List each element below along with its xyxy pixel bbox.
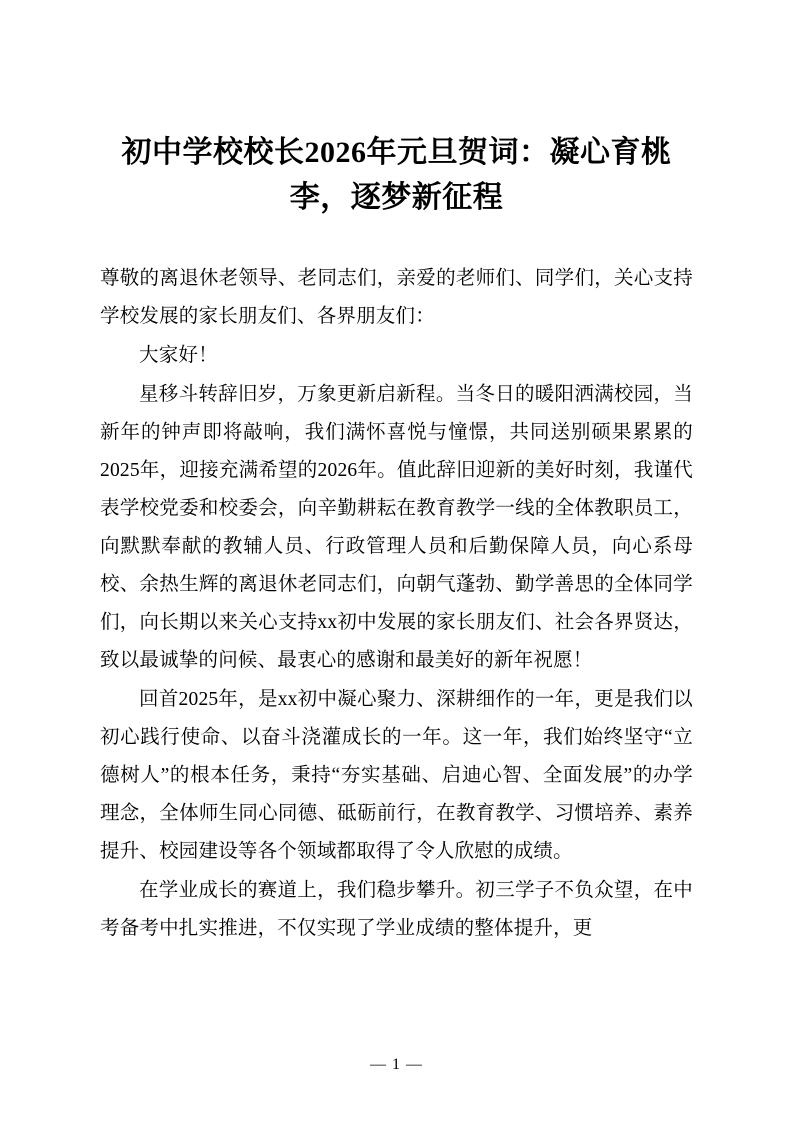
paragraph-salutation: 尊敬的离退休老领导、老同志们，亲爱的老师们、同学们，关心支持学校发展的家长朋友们、各界朋友们： bbox=[100, 268, 693, 328]
paragraph-academic-growth: 在学业成长的赛道上，我们稳步攀升。初三学子不负众望，在中考备考中扎实推进，不仅实现了学业成绩的整体提升，更 bbox=[100, 880, 693, 940]
document-body bbox=[100, 260, 693, 948]
paragraph-year-review: 回首2025年，是xx初中凝心聚力、深耕细作的一年，更是我们以初心践行使命、以奋斗浇灌成长的一年。这一年，我们始终坚守“立德树人”的根本任务，秉持“夯实基础、启迪心智、全面发展”的办学理念，全体师生同心同德、砥砺前行，在教育教学、习惯培养、素养提升、校园建设等各个领域都取得了令人欣慰的成绩。 bbox=[100, 689, 693, 863]
page-title: 初中学校校长2026年元旦贺词：凝心育桃李，逐梦新征程 bbox=[121, 136, 672, 214]
page-number: — 1 — bbox=[370, 1056, 423, 1073]
paragraph-greeting: 大家好！ bbox=[139, 345, 218, 367]
paragraph-new-year-wishes: 星移斗转辞旧岁，万象更新启新程。当冬日的暖阳洒满校园，当新年的钟声即将敲响，我们满怀喜悦与憧憬，共同送别硕果累累的2025年，迎接充满希望的2026年。值此辞旧迎新的美好时刻，我谨代表学校党委和校委会，向辛勤耕耘在教育教学一线的全体教职员工，向默默奉献的教辅人员、行政管理人员和后勤保障人员，向心系母校、余热生辉的离退休老同志们，向朝气蓬勃、勤学善思的全体同学们，向长期以来关心支持xx初中发展的家长朋友们、社会各界贤达，致以最诚挚的问候、最衷心的感谢和最美好的新年祝愿！ bbox=[100, 384, 693, 672]
